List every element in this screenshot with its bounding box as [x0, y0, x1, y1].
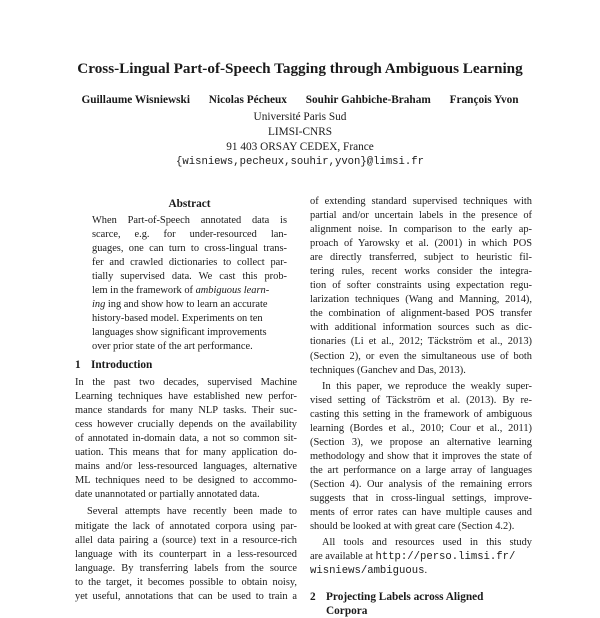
body-line: yet useful, annotations that can be used to train a — [75, 590, 297, 602]
resource-url-link[interactable]: http://perso.limsi.fr/ — [375, 551, 516, 564]
body-line: language with its counterpart in a less-resourced — [75, 548, 297, 560]
body-line: the art performance on a large array of languages — [310, 464, 532, 476]
body-line: tion of softer constraints using expectation regu- — [310, 280, 532, 292]
emphasis-text: ing — [92, 299, 106, 311]
right-column — [310, 195, 532, 618]
abstract-line: lem in the framework of ambiguous learn- — [92, 285, 270, 297]
body-line: uation. This means that for many application do- — [75, 447, 297, 459]
affiliation-university: Université Paris Sud — [253, 111, 347, 123]
body-line: suggests that in cross-lingual settings, improve- — [310, 492, 532, 504]
body-line: casting this setting in the framework of ambiguous — [310, 408, 532, 420]
body-line: to the target, it becomes possible to obtain noisy, — [75, 576, 297, 588]
author-name: Souhir Gahbiche-Braham — [305, 94, 431, 106]
body-line: allel data pairing a (source) text in a resource-rich — [75, 534, 297, 546]
abstract-line: guages, one can turn to cross-lingual trans- — [92, 243, 287, 255]
body-line: methodology and show that it improves the state of — [310, 450, 532, 462]
body-line: In the past two decades, supervised Machine — [75, 377, 297, 389]
body-line: All tools and resources used in this study — [322, 537, 532, 549]
section-introduction — [75, 358, 297, 604]
body-line: learning (Bordes et al., 2010; Cour et al., 2011) — [310, 422, 532, 434]
section-heading: 1 Introduction — [75, 359, 153, 371]
affiliation-lab: LIMSI-CNRS — [267, 126, 333, 138]
abstract-line: history-based model. Experiments on ten — [92, 313, 263, 325]
body-line: techniques (Ganchev and Das, 2013). — [310, 364, 466, 376]
body-line: mains and/or less-resourced languages, alternative — [75, 461, 297, 473]
body-line: of annotated in-domain data, a not so common sit- — [75, 433, 297, 445]
body-line: (Section 3), we propose an alternative learning — [310, 436, 532, 448]
author-name: Nicolas Pécheux — [208, 94, 287, 106]
author-emails: {wisniews,pecheux,souhir,yvon}@limsi.fr — [176, 156, 424, 168]
body-line: alignment noise. In comparison to the early ap- — [310, 224, 532, 236]
body-line: wisniews/ambiguous. — [310, 565, 428, 578]
affiliation-address: 91 403 ORSAY CEDEX, France — [226, 141, 374, 153]
abstract-line: scarce, e.g. for under-resourced lan- — [92, 229, 287, 241]
body-line: tionaries (Li et al., 2012; Täckström et al., 2013) — [310, 336, 532, 348]
paper-title: Cross-Lingual Part-of-Speech Tagging through Ambiguous Learning — [77, 60, 523, 77]
body-line: tering rules, recent works consider the integra- — [310, 266, 532, 278]
body-line: ML techniques need to be designed to accommo- — [75, 475, 297, 487]
body-line: mitigate the lack of annotated corpora using par- — [75, 520, 297, 532]
body-line: of extending standard supervised techniques with — [310, 196, 532, 207]
body-line: vised setting of Täckström et al. (2013). By re- — [310, 394, 532, 406]
abstract-block — [92, 197, 287, 355]
body-line: (Section 4). Our analysis of the remaining errors — [310, 478, 532, 490]
abstract-line: languages show significant improvements — [92, 327, 267, 339]
body-line: In this paper, we reproduce the weakly super- — [322, 380, 532, 392]
body-line: Several attempts have recently been made to — [87, 506, 297, 518]
abstract-line: over prior state of the art performance. — [92, 341, 253, 353]
body-line: are directly transferred, subject to heuristic fil- — [310, 252, 532, 264]
body-line: (Section 2), or even the simultaneous use of both — [310, 350, 532, 362]
body-line: proach of Yarowsky et al. (2001) in which POS — [310, 238, 532, 250]
abstract-line: ing ing and show how to learn an accurate — [92, 299, 268, 311]
body-line: ments of error rates can have multiple causes and — [310, 507, 532, 519]
section-heading-continued: Corpora — [326, 605, 368, 618]
author-name: Guillaume Wisniewski — [81, 94, 190, 106]
body-line: are available at http://perso.limsi.fr/ — [310, 551, 516, 564]
abstract-line: When Part-of-Speech annotated data is — [92, 215, 287, 227]
body-line: should be looked at with great care (Section 4.2). — [310, 521, 515, 533]
emphasis-text: ambiguous learn- — [195, 285, 270, 297]
abstract-heading: Abstract — [168, 198, 211, 210]
abstract-line: fer and crawled dictionaries to collect par- — [92, 257, 287, 269]
body-line: date unannotated or partially annotated data. — [75, 489, 260, 501]
body-line: partial and/or uncertain labels in the presence of — [310, 210, 532, 222]
body-line: with additional information sources such as dic- — [310, 322, 532, 334]
author-name: François Yvon — [449, 94, 519, 106]
body-line: the combination of alignment-based POS transfer — [310, 308, 532, 320]
body-line: language. By transferring labels from the source — [75, 562, 297, 574]
abstract-line: tially supervised data. We cast this prob- — [92, 271, 287, 283]
body-line: mance standards for many NLP tasks. Their suc- — [75, 405, 297, 417]
section-heading: 2 Projecting Labels across Aligned — [310, 591, 484, 604]
resource-url-link[interactable]: wisniews/ambiguous — [310, 565, 425, 578]
body-line: cess however crucially depends on the availability — [75, 419, 297, 431]
body-line: Learning techniques have established new perfor- — [75, 391, 297, 403]
author-list — [0, 94, 600, 106]
body-line: larization techniques (Wang and Manning, 2014), — [310, 294, 532, 306]
